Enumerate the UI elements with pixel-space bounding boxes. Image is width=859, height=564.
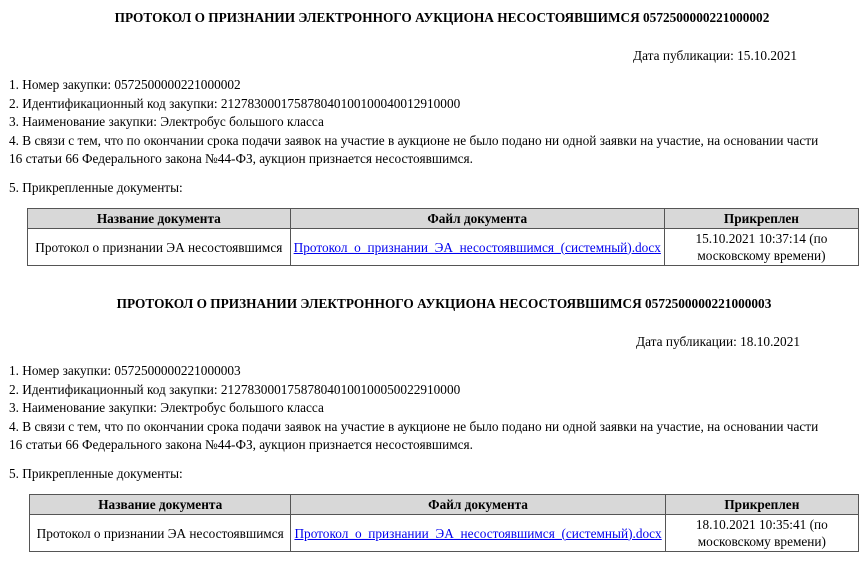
protocol-items: [9, 76, 821, 169]
purchase-name: 3. Наименование закупки: Электробус большого класса: [9, 114, 324, 129]
table-header-row: [30, 495, 859, 515]
documents-table: [27, 208, 859, 266]
document-file-link[interactable]: Протокол_о_признании_ЭА_несостоявшимся_(системный).docx: [293, 239, 661, 255]
header-document-file: Файл документа: [290, 209, 664, 229]
header-attached: Прикреплен: [665, 495, 858, 515]
purchase-name: 3. Наименование закупки: Электробус большого класса: [9, 400, 324, 415]
document-file-cell: [290, 229, 664, 266]
table-row: [28, 229, 859, 266]
purchase-number: 1. Номер закупки: 0572500000221000002: [9, 77, 241, 92]
auction-result-text: 4. В связи с тем, что по окончании срока подачи заявок на участие в аукционе не было подано ни одной заявки на участие, на основании части 16 статьи 66 Федерального закона №44-ФЗ, аукцион признается несостоявшимся.: [9, 132, 819, 166]
document-file-link[interactable]: Протокол_о_признании_ЭА_несостоявшимся_(системный).docx: [294, 525, 662, 541]
attached-time-cell: 18.10.2021 10:35:41 (по московскому времени): [665, 515, 858, 552]
attached-documents-label: 5. Прикрепленные документы:: [9, 180, 183, 195]
header-document-file: Файл документа: [291, 495, 665, 515]
auction-result-text: 4. В связи с тем, что по окончании срока подачи заявок на участие в аукционе не было подано ни одной заявки на участие, на основании части 16 статьи 66 Федерального закона №44-ФЗ, аукцион признается несостоявшимся.: [9, 418, 819, 452]
attached-time-cell: 15.10.2021 10:37:14 (по московскому времени): [664, 229, 858, 266]
document-name-cell: Протокол о признании ЭА несостоявшимся: [28, 229, 291, 266]
header-attached: Прикреплен: [664, 209, 858, 229]
table-row: [30, 515, 859, 552]
attached-documents-label: 5. Прикрепленные документы:: [9, 466, 183, 481]
purchase-number: 1. Номер закупки: 0572500000221000003: [9, 363, 241, 378]
table-header-row: [28, 209, 859, 229]
publication-date: Дата публикации: 15.10.2021: [633, 48, 797, 63]
protocol-items: [9, 362, 821, 455]
header-document-name: Название документа: [28, 209, 291, 229]
header-document-name: Название документа: [30, 495, 291, 515]
protocol-title: ПРОТОКОЛ О ПРИЗНАНИИ ЭЛЕКТРОННОГО АУКЦИОНА НЕСОСТОЯВШИМСЯ 0572500000221000003: [116, 296, 772, 311]
publication-date: Дата публикации: 18.10.2021: [636, 334, 800, 349]
documents-table: [29, 494, 859, 552]
protocol-title: ПРОТОКОЛ О ПРИЗНАНИИ ЭЛЕКТРОННОГО АУКЦИОНА НЕСОСТОЯВШИМСЯ 0572500000221000002: [114, 10, 770, 25]
document-file-cell: [291, 515, 665, 552]
purchase-id-code: 2. Идентификационный код закупки: 212783000175878040100100050022910000: [9, 381, 461, 397]
purchase-id-code: 2. Идентификационный код закупки: 212783000175878040100100040012910000: [9, 95, 461, 111]
document-name-cell: Протокол о признании ЭА несостоявшимся: [30, 515, 291, 552]
